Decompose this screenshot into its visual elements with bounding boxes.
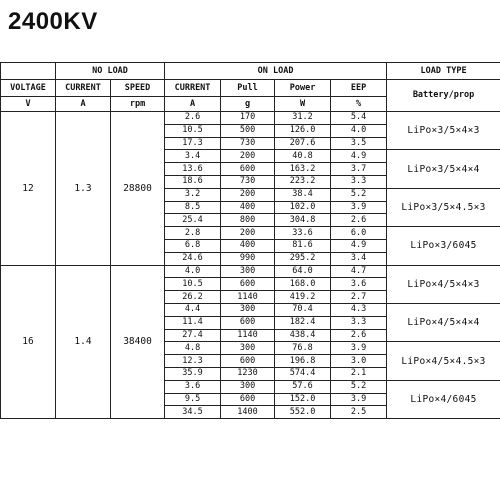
no-load-current-cell: 1.3: [56, 112, 111, 266]
table-row: [1, 265, 500, 278]
load-type-cell: LiPo×4/5×4×3: [387, 265, 500, 303]
power-cell: 207.6: [275, 137, 331, 150]
spec-table: [0, 62, 500, 419]
pull-header: Pull: [221, 80, 275, 97]
pull-cell: 400: [221, 239, 275, 252]
on-load-current-cell: 8.5: [165, 201, 221, 214]
eep-cell: 4.9: [331, 150, 387, 163]
pull-cell: 1400: [221, 406, 275, 419]
spec-body: [1, 112, 500, 419]
pull-cell: 800: [221, 214, 275, 227]
eep-cell: 5.2: [331, 188, 387, 201]
pull-cell: 400: [221, 201, 275, 214]
eep-cell: 4.0: [331, 124, 387, 137]
on-load-current-cell: 26.2: [165, 291, 221, 304]
eep-cell: 3.9: [331, 393, 387, 406]
pull-cell: 1230: [221, 367, 275, 380]
pull-cell: 300: [221, 342, 275, 355]
on-load-current-unit: A: [165, 97, 221, 112]
eep-cell: 5.2: [331, 380, 387, 393]
on-load-current-cell: 2.6: [165, 112, 221, 125]
pull-cell: 200: [221, 150, 275, 163]
eep-header: EEP: [331, 80, 387, 97]
on-load-current-cell: 27.4: [165, 329, 221, 342]
power-cell: 152.0: [275, 393, 331, 406]
pull-cell: 600: [221, 316, 275, 329]
pull-cell: 730: [221, 175, 275, 188]
power-cell: 574.4: [275, 367, 331, 380]
pull-cell: 170: [221, 112, 275, 125]
on-load-current-cell: 12.3: [165, 355, 221, 368]
power-cell: 70.4: [275, 303, 331, 316]
on-load-current-cell: 13.6: [165, 163, 221, 176]
speed-unit: rpm: [111, 97, 165, 112]
pull-cell: 1140: [221, 291, 275, 304]
pull-cell: 300: [221, 303, 275, 316]
on-load-current-cell: 25.4: [165, 214, 221, 227]
on-load-current-header: CURRENT: [165, 80, 221, 97]
power-cell: 81.6: [275, 239, 331, 252]
power-cell: 295.2: [275, 252, 331, 265]
power-cell: 223.2: [275, 175, 331, 188]
eep-cell: 3.0: [331, 355, 387, 368]
eep-cell: 4.3: [331, 303, 387, 316]
eep-cell: 2.6: [331, 214, 387, 227]
on-load-current-cell: 10.5: [165, 278, 221, 291]
power-cell: 33.6: [275, 227, 331, 240]
on-load-current-cell: 4.8: [165, 342, 221, 355]
power-cell: 168.0: [275, 278, 331, 291]
eep-cell: 3.3: [331, 175, 387, 188]
eep-cell: 3.9: [331, 342, 387, 355]
voltage-cell: 16: [1, 265, 56, 419]
pull-cell: 600: [221, 163, 275, 176]
on-load-current-cell: 10.5: [165, 124, 221, 137]
eep-cell: 5.4: [331, 112, 387, 125]
pull-cell: 730: [221, 137, 275, 150]
eep-cell: 2.1: [331, 367, 387, 380]
speed-cell: 28800: [111, 112, 165, 266]
eep-cell: 4.9: [331, 239, 387, 252]
power-cell: 163.2: [275, 163, 331, 176]
on-load-current-cell: 2.8: [165, 227, 221, 240]
load-type-cell: LiPo×4/6045: [387, 380, 500, 418]
power-cell: 102.0: [275, 201, 331, 214]
pull-cell: 990: [221, 252, 275, 265]
eep-cell: 6.0: [331, 227, 387, 240]
on-load-current-cell: 6.8: [165, 239, 221, 252]
load-type-cell: LiPo×4/5×4×4: [387, 303, 500, 341]
on-load-current-cell: 4.0: [165, 265, 221, 278]
no-load-current-unit: A: [56, 97, 111, 112]
pull-cell: 600: [221, 355, 275, 368]
power-cell: 552.0: [275, 406, 331, 419]
power-cell: 38.4: [275, 188, 331, 201]
power-cell: 196.8: [275, 355, 331, 368]
on-load-current-cell: 4.4: [165, 303, 221, 316]
power-cell: 126.0: [275, 124, 331, 137]
power-header: Power: [275, 80, 331, 97]
voltage-unit: V: [1, 97, 56, 112]
on-load-current-cell: 3.4: [165, 150, 221, 163]
load-type-cell: LiPo×4/5×4.5×3: [387, 342, 500, 380]
speed-cell: 38400: [111, 265, 165, 419]
load-type-cell: LiPo×3/5×4×3: [387, 112, 500, 150]
eep-cell: 3.6: [331, 278, 387, 291]
power-cell: 304.8: [275, 214, 331, 227]
corner-cell: [1, 63, 56, 80]
eep-unit: %: [331, 97, 387, 112]
pull-cell: 600: [221, 278, 275, 291]
pull-cell: 1140: [221, 329, 275, 342]
on-load-current-cell: 3.2: [165, 188, 221, 201]
voltage-header: VOLTAGE: [1, 80, 56, 97]
page-title: 2400KV: [8, 8, 98, 35]
pull-cell: 600: [221, 393, 275, 406]
pull-cell: 500: [221, 124, 275, 137]
no-load-current-header: CURRENT: [56, 80, 111, 97]
pull-cell: 200: [221, 188, 275, 201]
on-load-current-cell: 24.6: [165, 252, 221, 265]
on-load-current-cell: 34.5: [165, 406, 221, 419]
load-type-cell: LiPo×3/5×4.5×3: [387, 188, 500, 226]
power-cell: 182.4: [275, 316, 331, 329]
eep-cell: 3.9: [331, 201, 387, 214]
on-load-current-cell: 3.6: [165, 380, 221, 393]
power-cell: 419.2: [275, 291, 331, 304]
load-type-header: LOAD TYPE: [387, 63, 500, 80]
on-load-current-cell: 11.4: [165, 316, 221, 329]
on-load-header: ON LOAD: [165, 63, 387, 80]
on-load-current-cell: 17.3: [165, 137, 221, 150]
eep-cell: 3.5: [331, 137, 387, 150]
on-load-current-cell: 35.9: [165, 367, 221, 380]
battery-prop-header: Battery/prop: [387, 80, 500, 112]
power-cell: 76.8: [275, 342, 331, 355]
speed-header: SPEED: [111, 80, 165, 97]
pull-cell: 200: [221, 227, 275, 240]
load-type-cell: LiPo×3/6045: [387, 227, 500, 265]
power-cell: 57.6: [275, 380, 331, 393]
on-load-current-cell: 9.5: [165, 393, 221, 406]
power-cell: 438.4: [275, 329, 331, 342]
load-type-cell: LiPo×3/5×4×4: [387, 150, 500, 188]
eep-cell: 3.7: [331, 163, 387, 176]
eep-cell: 3.4: [331, 252, 387, 265]
power-unit: W: [275, 97, 331, 112]
pull-cell: 300: [221, 380, 275, 393]
eep-cell: 4.7: [331, 265, 387, 278]
pull-cell: 300: [221, 265, 275, 278]
eep-cell: 2.5: [331, 406, 387, 419]
power-cell: 64.0: [275, 265, 331, 278]
voltage-cell: 12: [1, 112, 56, 266]
eep-cell: 2.6: [331, 329, 387, 342]
no-load-current-cell: 1.4: [56, 265, 111, 419]
eep-cell: 2.7: [331, 291, 387, 304]
power-cell: 31.2: [275, 112, 331, 125]
no-load-header: NO LOAD: [56, 63, 165, 80]
table-row: [1, 112, 500, 125]
pull-unit: g: [221, 97, 275, 112]
power-cell: 40.8: [275, 150, 331, 163]
eep-cell: 3.3: [331, 316, 387, 329]
on-load-current-cell: 18.6: [165, 175, 221, 188]
